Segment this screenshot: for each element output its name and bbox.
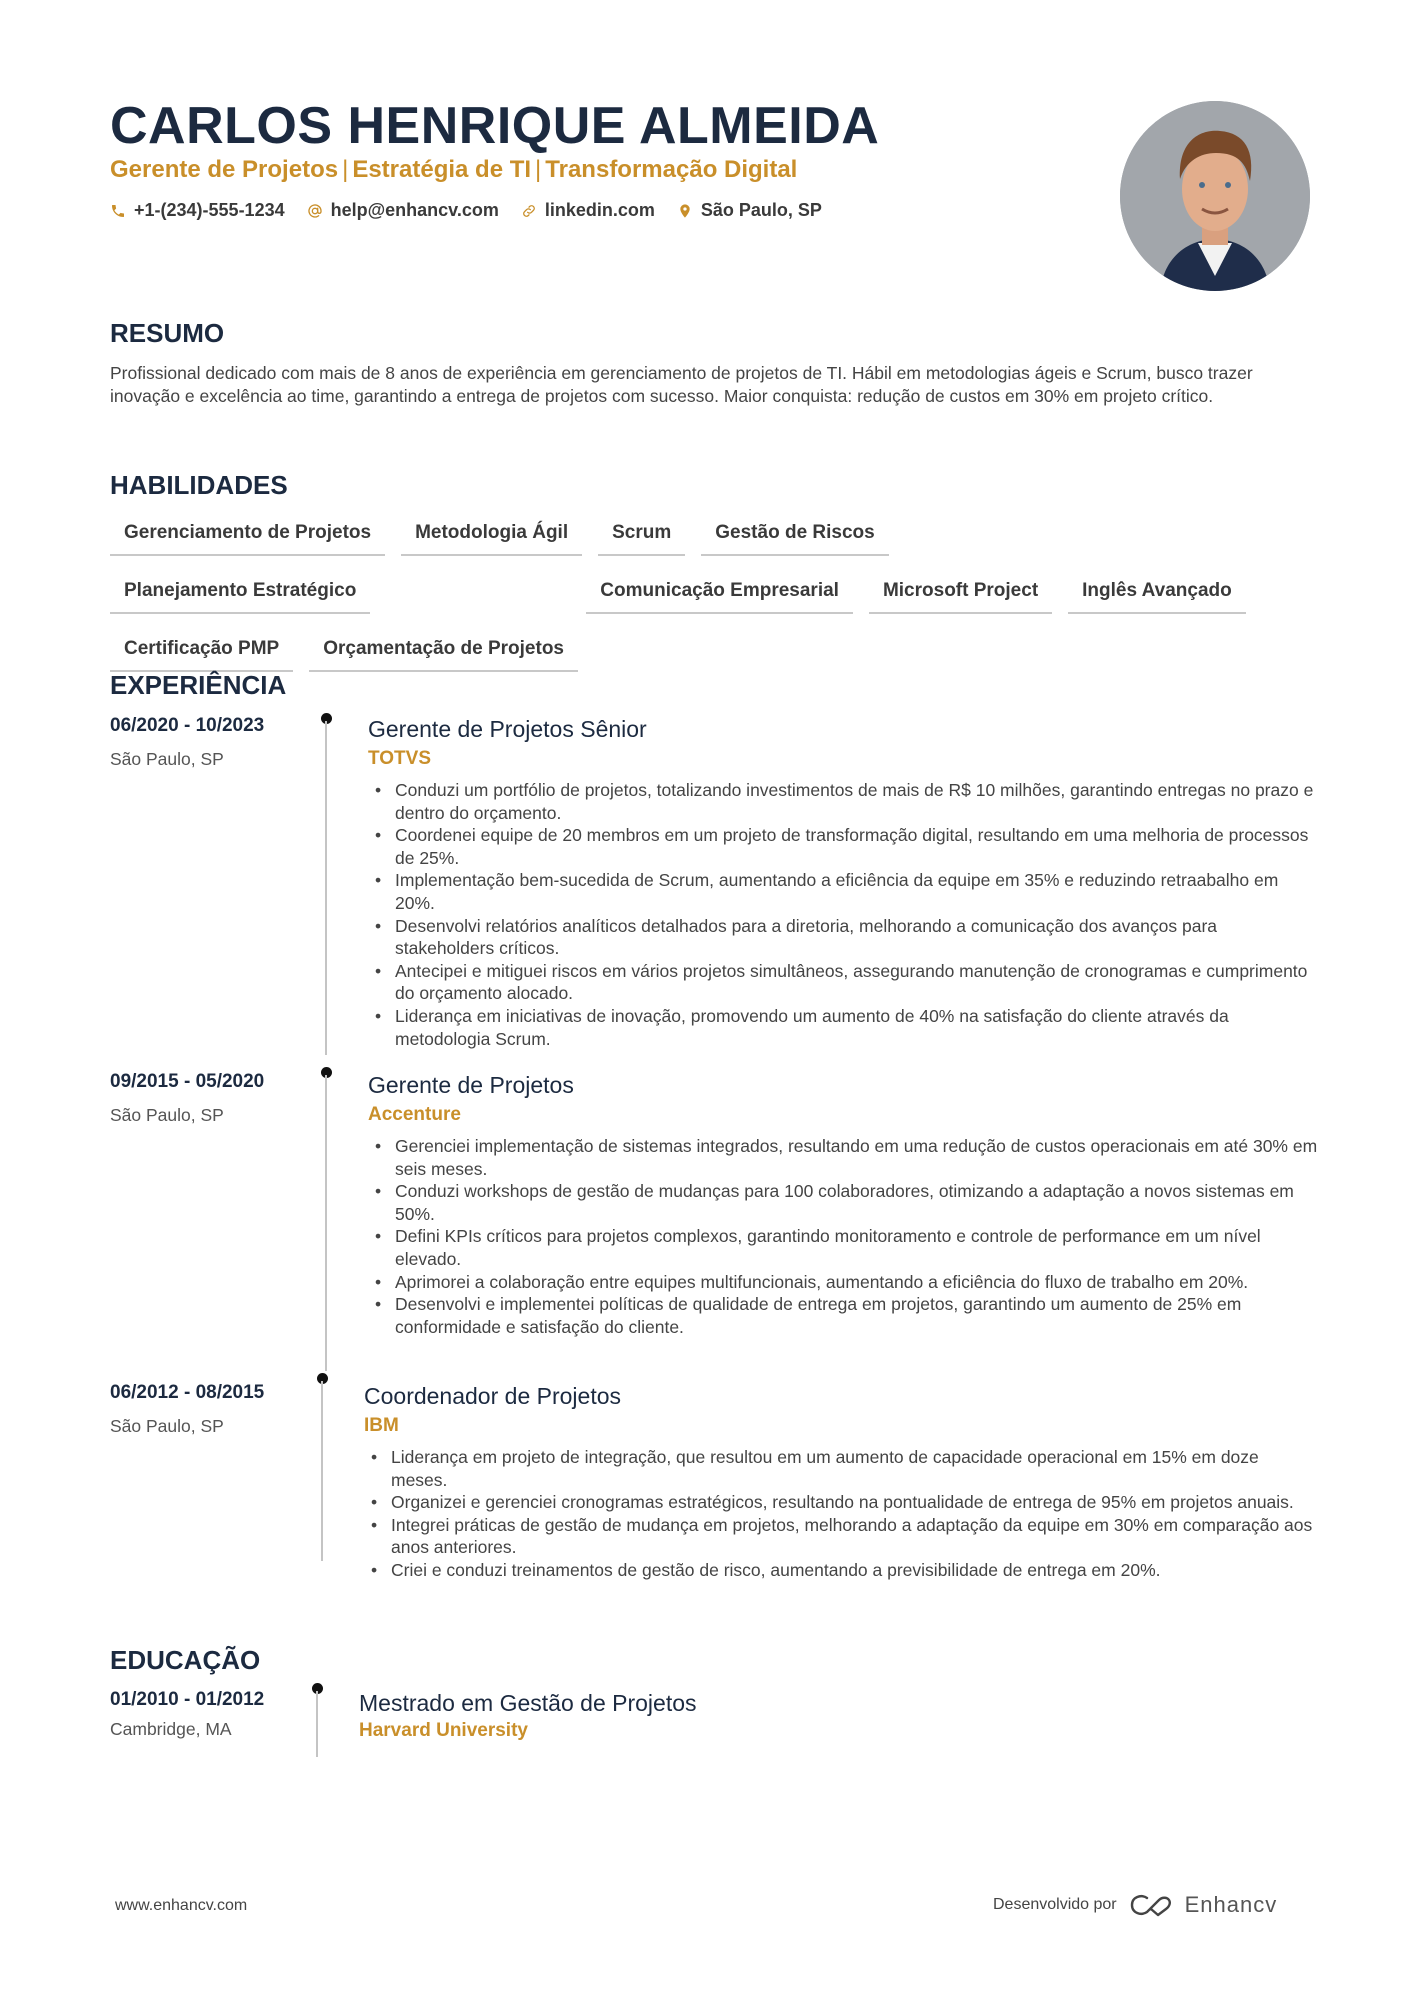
avatar-illustration (1120, 101, 1310, 291)
company-name: IBM (364, 1415, 399, 1436)
experience-entry (110, 1071, 1320, 1376)
bullet-item: • Liderança em projeto de integração, que resultou em um aumento de capacidade operacional em 15% em doze meses. (364, 1446, 1319, 1491)
headline-separator: | (535, 156, 542, 183)
powered-by-label: Desenvolvido por (993, 1896, 1117, 1913)
skills-list (110, 518, 1325, 672)
timeline-line (316, 1691, 318, 1757)
skill-tag: Inglês Avançado (1068, 576, 1246, 614)
entry-content (359, 1689, 1259, 1743)
bullet-item: • Criei e conduzi treinamentos de gestão de risco, aumentando a previsibilidade de entrega em 20%. (364, 1559, 1319, 1582)
bullet-item: • Defini KPIs críticos para projetos complexos, garantindo monitoramento e controle de performance em um nível elevado. (368, 1225, 1318, 1270)
bullet-item: • Coordenei equipe de 20 membros em um projeto de transformação digital, resultando em uma melhoria de processos de 25%. (368, 824, 1318, 869)
bullet-list (368, 779, 1318, 1050)
bullet-item: • Integrei práticas de gestão de mudança em projetos, melhorando a adaptação da equipe em 30% em comparação aos anos anteriores. (364, 1514, 1319, 1559)
skill-tag: Planejamento Estratégico (110, 576, 370, 614)
bullet-item: • Desenvolvi e implementei políticas de qualidade de entrega em projetos, garantindo um aumento de 25% em conformidade e satisfação do cliente. (368, 1293, 1318, 1338)
timeline-line (325, 721, 327, 1055)
bullet-list (368, 1135, 1318, 1338)
entry-content (368, 1071, 1318, 1338)
headline-part: Estratégia de TI (352, 156, 532, 183)
skill-tag: Orçamentação de Projetos (309, 634, 578, 672)
entry-location: São Paulo, SP (110, 1416, 224, 1436)
link-icon (521, 203, 537, 219)
contact-row (110, 200, 822, 221)
summary-title: RESUMO (110, 318, 225, 348)
experience-entry (110, 715, 1320, 1055)
contact-linkedin-text: linkedin.com (544, 200, 655, 220)
skill-tag: Scrum (598, 518, 685, 556)
headline (110, 156, 797, 184)
skill-tag: Certificação PMP (110, 634, 293, 672)
candidate-name: CARLOS HENRIQUE ALMEIDA (110, 97, 880, 155)
bullet-item: • Organizei e gerenciei cronogramas estratégicos, resultando na pontualidade de entrega de 95% em projetos anuais. (364, 1491, 1319, 1514)
contact-email-text: help@enhancv.com (330, 200, 499, 220)
bullet-item: • Conduzi um portfólio de projetos, totalizando investimentos de mais de R$ 10 milhões, garantindo entregas no prazo e dentro do orçamento. (368, 779, 1318, 824)
contact-phone-text: +1-(234)-555-1234 (134, 200, 285, 220)
timeline-line (321, 1381, 323, 1561)
contact-phone[interactable] (110, 200, 285, 221)
headline-part: Transformação Digital (545, 156, 798, 183)
enhancv-logo-icon (1129, 1893, 1173, 1917)
entry-location: São Paulo, SP (110, 1105, 224, 1125)
bullet-item: • Antecipei e mitiguei riscos em vários projetos simultâneos, assegurando manutenção de cronogramas e cumprimento do orçamento alocado. (368, 960, 1318, 1005)
entry-dates: 09/2015 - 05/2020 (110, 1071, 265, 1092)
location-pin-icon (677, 203, 693, 219)
education-entry (110, 1689, 1320, 1759)
bullet-item: • Aprimorei a colaboração entre equipes multifuncionais, aumentando a eficiência do fluxo de trabalho em 20%. (368, 1271, 1318, 1294)
entry-content (368, 715, 1318, 1050)
bullet-item: • Gerenciei implementação de sistemas integrados, resultando em uma redução de custos operacionais em até 30% em seis meses. (368, 1135, 1318, 1180)
entry-dates: 06/2012 - 08/2015 (110, 1382, 265, 1403)
degree-title: Mestrado em Gestão de Projetos (359, 1690, 697, 1716)
headline-separator: | (342, 156, 349, 183)
skills-title: HABILIDADES (110, 470, 288, 500)
footer-website-link[interactable]: www.enhancv.com (115, 1897, 248, 1914)
profile-photo (1120, 101, 1310, 291)
education-title: EDUCAÇÃO (110, 1645, 261, 1675)
entry-content (364, 1382, 1319, 1582)
job-title: Coordenador de Projetos (364, 1383, 621, 1409)
bullet-list (364, 1446, 1319, 1582)
skill-tag: Comunicação Empresarial (586, 576, 853, 614)
experience-entry (110, 1382, 1320, 1580)
at-icon (307, 203, 323, 219)
job-title: Gerente de Projetos (368, 1072, 574, 1098)
contact-email[interactable] (307, 200, 499, 221)
skill-tag: Metodologia Ágil (401, 518, 582, 556)
contact-location-text: São Paulo, SP (700, 200, 822, 220)
entry-location: São Paulo, SP (110, 749, 224, 769)
timeline-line (325, 1075, 327, 1371)
headline-part: Gerente de Projetos (110, 156, 339, 183)
contact-linkedin[interactable] (521, 200, 655, 221)
school-name: Harvard University (359, 1720, 528, 1741)
skill-tag: Gerenciamento de Projetos (110, 518, 385, 556)
bullet-item: • Liderança em iniciativas de inovação, promovendo um aumento de 40% na satisfação do cliente através da metodologia Scrum. (368, 1005, 1318, 1050)
job-title: Gerente de Projetos Sênior (368, 716, 647, 742)
enhancv-brand: Enhancv (1184, 1892, 1278, 1917)
bullet-item: • Conduzi workshops de gestão de mudanças para 100 colaboradores, otimizando a adaptação a novos sistemas em 50%. (368, 1180, 1318, 1225)
summary-text: Profissional dedicado com mais de 8 anos de experiência em gerenciamento de projetos de TI. Hábil em metodologias ágeis e Scrum, busco trazer inovação e excelência ao time, garantindo a entrega de projetos com sucesso. Maior conquista: redução de custos em 30% em projeto crítico. (110, 363, 1253, 406)
phone-icon (110, 203, 126, 219)
experience-title: EXPERIÊNCIA (110, 670, 287, 700)
contact-location (677, 200, 822, 221)
bullet-item: • Desenvolvi relatórios analíticos detalhados para a diretoria, melhorando a comunicação dos avanços para stakeholders críticos. (368, 915, 1318, 960)
skill-tag: Microsoft Project (869, 576, 1052, 614)
footer-powered-by[interactable] (993, 1892, 1277, 1918)
skill-tag: Gestão de Riscos (701, 518, 888, 556)
company-name: TOTVS (368, 748, 431, 769)
company-name: Accenture (368, 1104, 461, 1125)
entry-dates: 01/2010 - 01/2012 (110, 1689, 265, 1710)
entry-dates: 06/2020 - 10/2023 (110, 715, 265, 736)
bullet-item: • Implementação bem-sucedida de Scrum, aumentando a eficiência da equipe em 35% e reduzindo retraabalho em 20%. (368, 869, 1318, 914)
entry-location: Cambridge, MA (110, 1719, 232, 1739)
